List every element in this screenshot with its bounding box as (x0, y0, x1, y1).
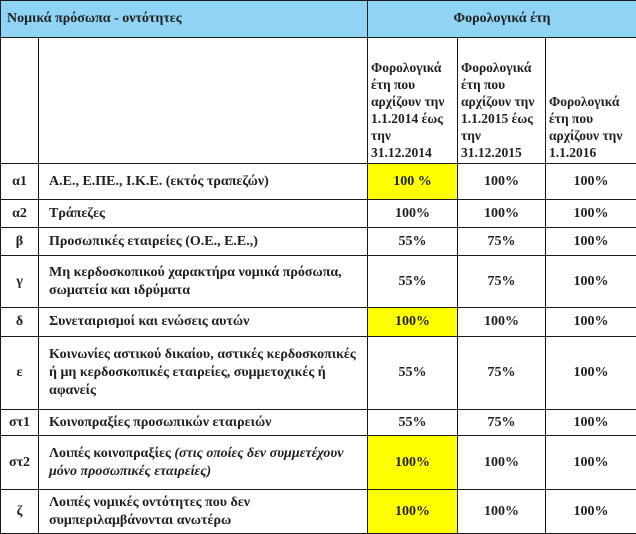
rate-2014: 55% (368, 228, 458, 256)
rate-2016: 100% (546, 308, 636, 337)
rate-2015: 75% (458, 410, 546, 436)
period-header-row (1, 38, 636, 164)
row-code: στ2 (1, 436, 39, 490)
row-code: δ (1, 308, 39, 337)
period-2015-header: Φορολογικά έτη που αρχίζουν την 1.1.2015 έως την 31.12.2015 (458, 38, 546, 164)
row-code: γ (1, 256, 39, 308)
row-description: Α.Ε., Ε.ΠΕ., Ι.Κ.Ε. (εκτός τραπεζών) (39, 164, 368, 200)
row-code: ε (1, 337, 39, 410)
table-row (1, 164, 636, 200)
rate-2016: 100% (546, 337, 636, 410)
rate-2014: 100 % (368, 164, 458, 200)
row-code: α2 (1, 200, 39, 228)
rate-2015: 75% (458, 228, 546, 256)
rate-2016: 100% (546, 436, 636, 490)
header-row (1, 1, 636, 38)
entities-header: Νομικά πρόσωπα - οντότητες (1, 1, 368, 38)
rate-2016: 100% (546, 228, 636, 256)
rate-2015: 100% (458, 308, 546, 337)
row-description: Συνεταιρισμοί και ενώσεις αυτών (39, 308, 368, 337)
row-description: Προσωπικές εταιρείες (Ο.Ε., Ε.Ε.,) (39, 228, 368, 256)
rate-2014: 55% (368, 337, 458, 410)
rate-2014: 100% (368, 200, 458, 228)
rate-2014: 100% (368, 490, 458, 534)
table-row (1, 256, 636, 308)
rate-2015: 75% (458, 337, 546, 410)
row-description-note: (στις οποίες δεν συμμετέχουν μόνο προσωπικές εταιρείες) (49, 446, 343, 479)
table-row (1, 337, 636, 410)
row-description: Κοινοπραξίες προσωπικών εταιρειών (39, 410, 368, 436)
rate-2016: 100% (546, 200, 636, 228)
empty-description-header (39, 38, 368, 164)
tax-years-header: Φορολογικά έτη (368, 1, 636, 38)
rate-2015: 100% (458, 436, 546, 490)
rate-2015: 100% (458, 164, 546, 200)
rate-2016: 100% (546, 410, 636, 436)
table-row (1, 308, 636, 337)
row-code: β (1, 228, 39, 256)
rate-2015: 100% (458, 490, 546, 534)
row-description: Λοιπές νομικές οντότητες που δεν συμπεριλαμβάνονται ανωτέρω (39, 490, 368, 534)
row-description: Τράπεζες (39, 200, 368, 228)
rate-2016: 100% (546, 164, 636, 200)
table-row (1, 410, 636, 436)
period-2014-header: Φορολογικά έτη που αρχίζουν την 1.1.2014 έως την 31.12.2014 (368, 38, 458, 164)
row-description: Κοινωνίες αστικού δικαίου, αστικές κερδοσκοπικές ή μη κερδοσκοπικές εταιρείες, συμμετοχικές ή αφανείς (39, 337, 368, 410)
row-description (39, 436, 368, 490)
period-2016-header: Φορολογικά έτη που αρχίζουν την 1.1.2016 (546, 38, 636, 164)
row-description: Μη κερδοσκοπικού χαρακτήρα νομικά πρόσωπα, σωματεία και ιδρύματα (39, 256, 368, 308)
table-row (1, 490, 636, 534)
rate-2014: 55% (368, 410, 458, 436)
row-description-main: Λοιπές κοινοπραξίες (49, 446, 171, 461)
row-code: στ1 (1, 410, 39, 436)
rate-2014: 100% (368, 308, 458, 337)
empty-code-header (1, 38, 39, 164)
table-row (1, 436, 636, 490)
table-row (1, 228, 636, 256)
row-code: α1 (1, 164, 39, 200)
rate-2014: 100% (368, 436, 458, 490)
rate-2015: 100% (458, 200, 546, 228)
row-code: ζ (1, 490, 39, 534)
table-row (1, 200, 636, 228)
rate-2014: 55% (368, 256, 458, 308)
rate-2016: 100% (546, 490, 636, 534)
rate-2016: 100% (546, 256, 636, 308)
rate-2015: 75% (458, 256, 546, 308)
